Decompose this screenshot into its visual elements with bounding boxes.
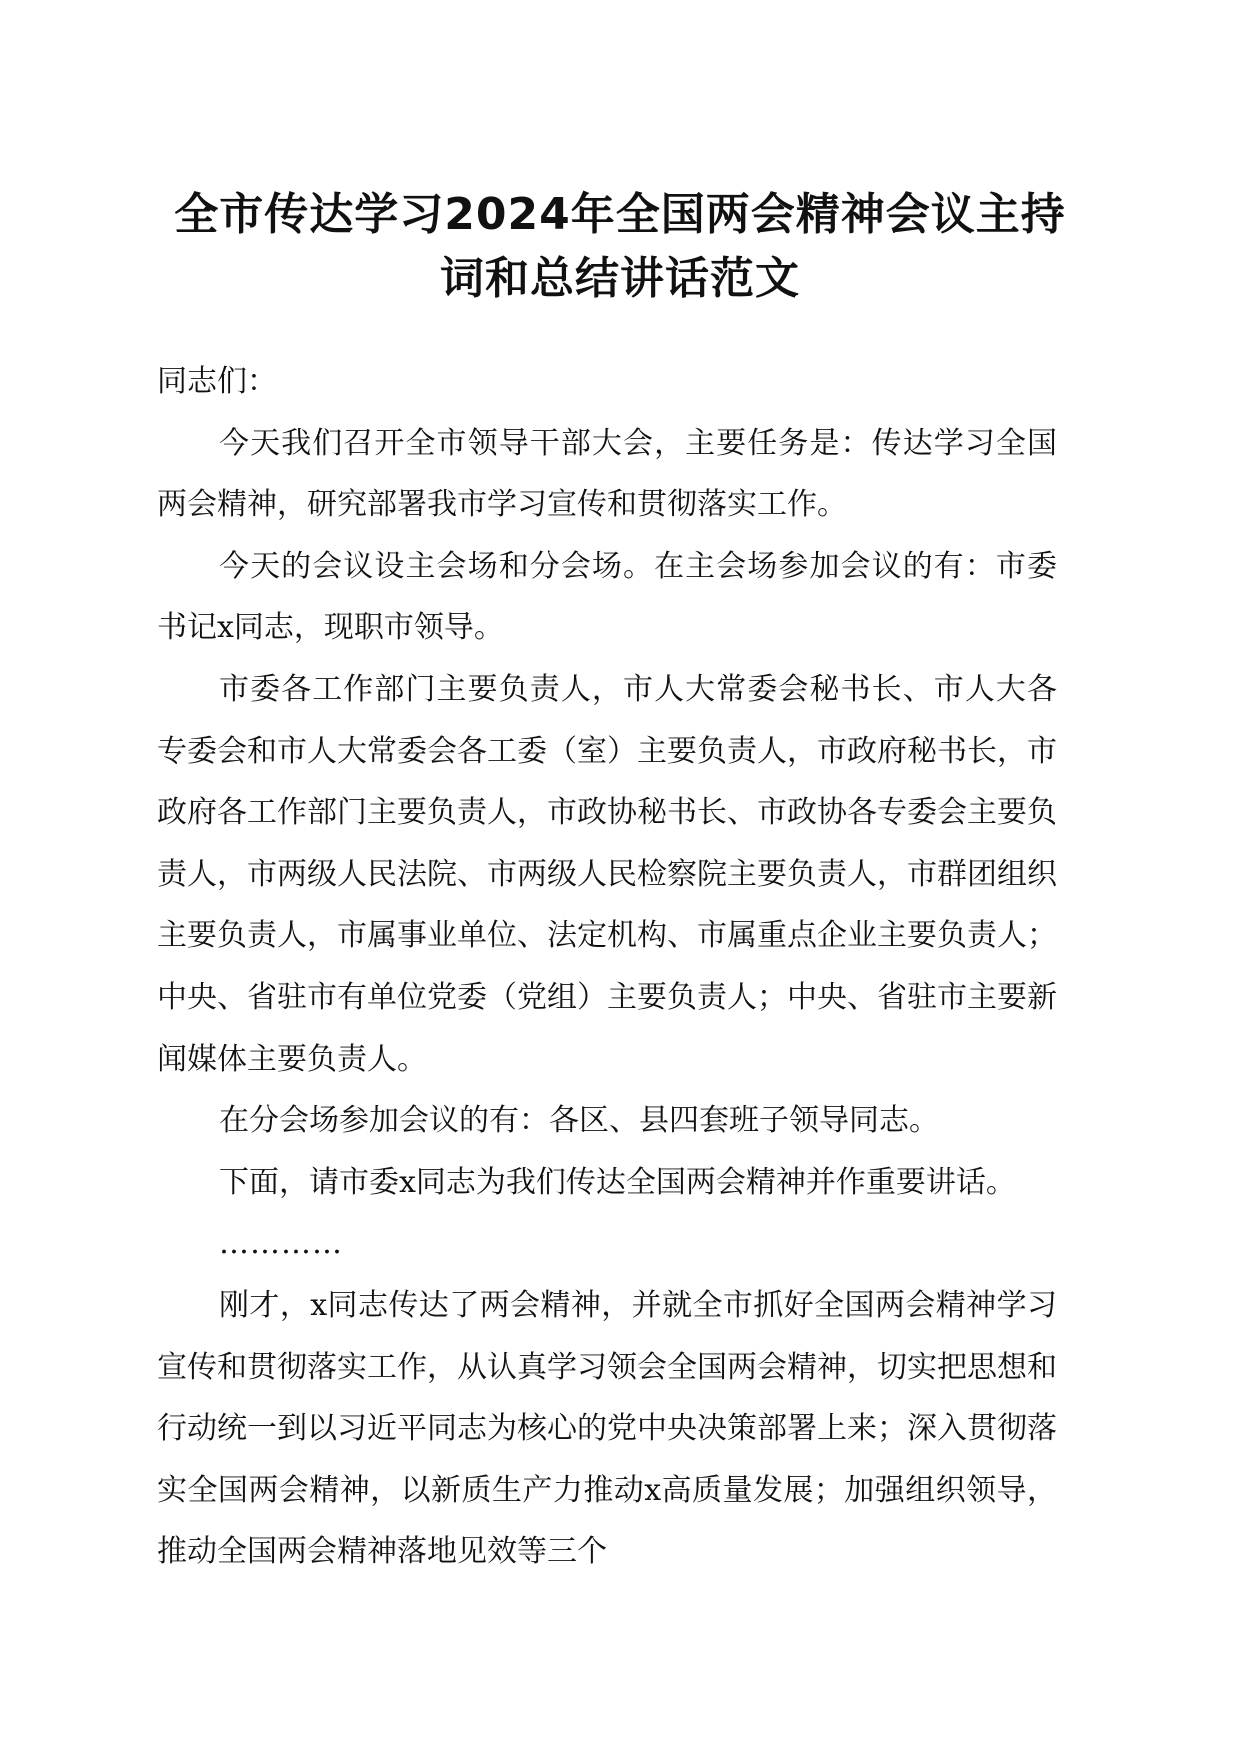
ellipsis-separator: ………… (219, 1226, 343, 1262)
salutation: 同志们： (157, 364, 277, 399)
document-body (157, 351, 1057, 1583)
paragraph-invite-speech: 下面，请市委x同志为我们传达全国两会精神并作重要讲话。 (219, 1164, 1016, 1200)
paragraph-summary: 刚才，x同志传达了两会精神，并就全市抓好全国两会精神学习宣传和贯彻落实工作，从认真学习领会全国两会精神，切实把思想和行动统一到以习近平同志为核心的党中央决策部署上来；深入贯彻落实全国两会精神，以新质生产力推动x高质量发展；加强组织领导，推动全国两会精神落地见效等三个 (157, 1287, 1057, 1570)
title-line-1: 全市传达学习2024年全国两会精神会议主持 (174, 189, 1066, 240)
title-line-2: 词和总结讲话范文 (440, 253, 800, 304)
paragraph-branch-venue: 在分会场参加会议的有：各区、县四套班子领导同志。 (219, 1103, 939, 1139)
document-title (140, 183, 1100, 311)
paragraph-venue: 今天的会议设主会场和分会场。在主会场参加会议的有：市委书记x同志，现职市领导。 (157, 548, 1057, 646)
paragraph-meeting-purpose: 今天我们召开全市领导干部大会，主要任务是：传达学习全国两会精神，研究部署我市学习宣传和贯彻落实工作。 (157, 425, 1057, 523)
paragraph-attendees: 市委各工作部门主要负责人，市人大常委会秘书长、市人大各专委会和市人大常委会各工委（室）主要负责人，市政府秘书长，市政府各工作部门主要负责人，市政协秘书长、市政协各专委会主要负责人，市两级人民法院、市两级人民检察院主要负责人，市群团组织主要负责人，市属事业单位、法定机构、市属重点企业主要负责人；中央、省驻市有单位党委（党组）主要负责人；中央、省驻市主要新闻媒体主要负责人。 (157, 671, 1057, 1077)
